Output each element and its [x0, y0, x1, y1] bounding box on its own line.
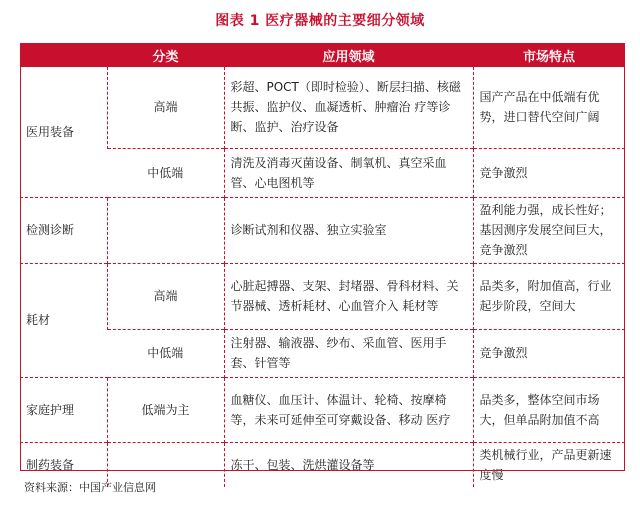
- header-market-feature: 市场特点: [473, 43, 625, 67]
- category-cell: 检测诊断: [20, 197, 107, 263]
- source-note: 资料来源：中国产业信息网: [24, 481, 156, 494]
- category-cell: 制药装备: [20, 442, 107, 487]
- header-application: 应用领域: [224, 43, 473, 67]
- category-cell: 家庭护理: [20, 377, 107, 442]
- tier-cell: 高端: [107, 67, 224, 148]
- application-cell: 彩超、POCT（即时检验）、断层扫描、核磁共振、监护仪、血凝透析、肿瘤治 疗等诊断、监护、治疗设备: [224, 67, 473, 148]
- feature-cell: 盈利能力强，成长性好；基因测序发展空间巨大，竞争激烈: [473, 197, 625, 263]
- feature-cell: 品类多，附加值高，行业 起步阶段，空间大: [473, 263, 625, 329]
- tier-cell: 中低端: [107, 148, 224, 197]
- category-cell: 耗材: [20, 263, 107, 377]
- application-cell: 心脏起搏器、支架、封堵器、骨科材料、关节器械、透析耗材、心血管介入 耗材等: [224, 263, 473, 329]
- tier-cell: 高端: [107, 263, 224, 329]
- feature-cell: 类机械行业，产品更新速度慢: [473, 442, 625, 487]
- table-frame: [20, 43, 625, 471]
- application-cell: 冻干、包装、洗烘灌设备等: [224, 442, 473, 487]
- tier-cell: 低端为主: [107, 377, 224, 442]
- tier-cell: 中低端: [107, 329, 224, 377]
- application-cell: 清洗及消毒灭菌设备、制氧机、真空采血管、心电图机等: [224, 148, 473, 197]
- feature-cell: 品类多，整体空间市场 大，但单品附加值不高: [473, 377, 625, 442]
- feature-cell: 竞争激烈: [473, 329, 625, 377]
- application-cell: 诊断试剂和仪器、独立实验室: [224, 197, 473, 263]
- application-cell: 注射器、输液器、纱布、采血管、医用手套、针管等: [224, 329, 473, 377]
- feature-cell: 国产产品在中低端有优 势，进口替代空间广阔: [473, 67, 625, 148]
- header-classification: 分类: [107, 43, 224, 67]
- application-cell: 血糖仪、血压计、体温计、轮椅、按摩椅等，未来可延伸至可穿戴设备、移动 医疗: [224, 377, 473, 442]
- table-title: 图表 1 医疗器械的主要细分领域: [215, 13, 425, 29]
- category-cell: 医用装备: [26, 124, 75, 139]
- feature-cell: 竞争激烈: [473, 148, 625, 197]
